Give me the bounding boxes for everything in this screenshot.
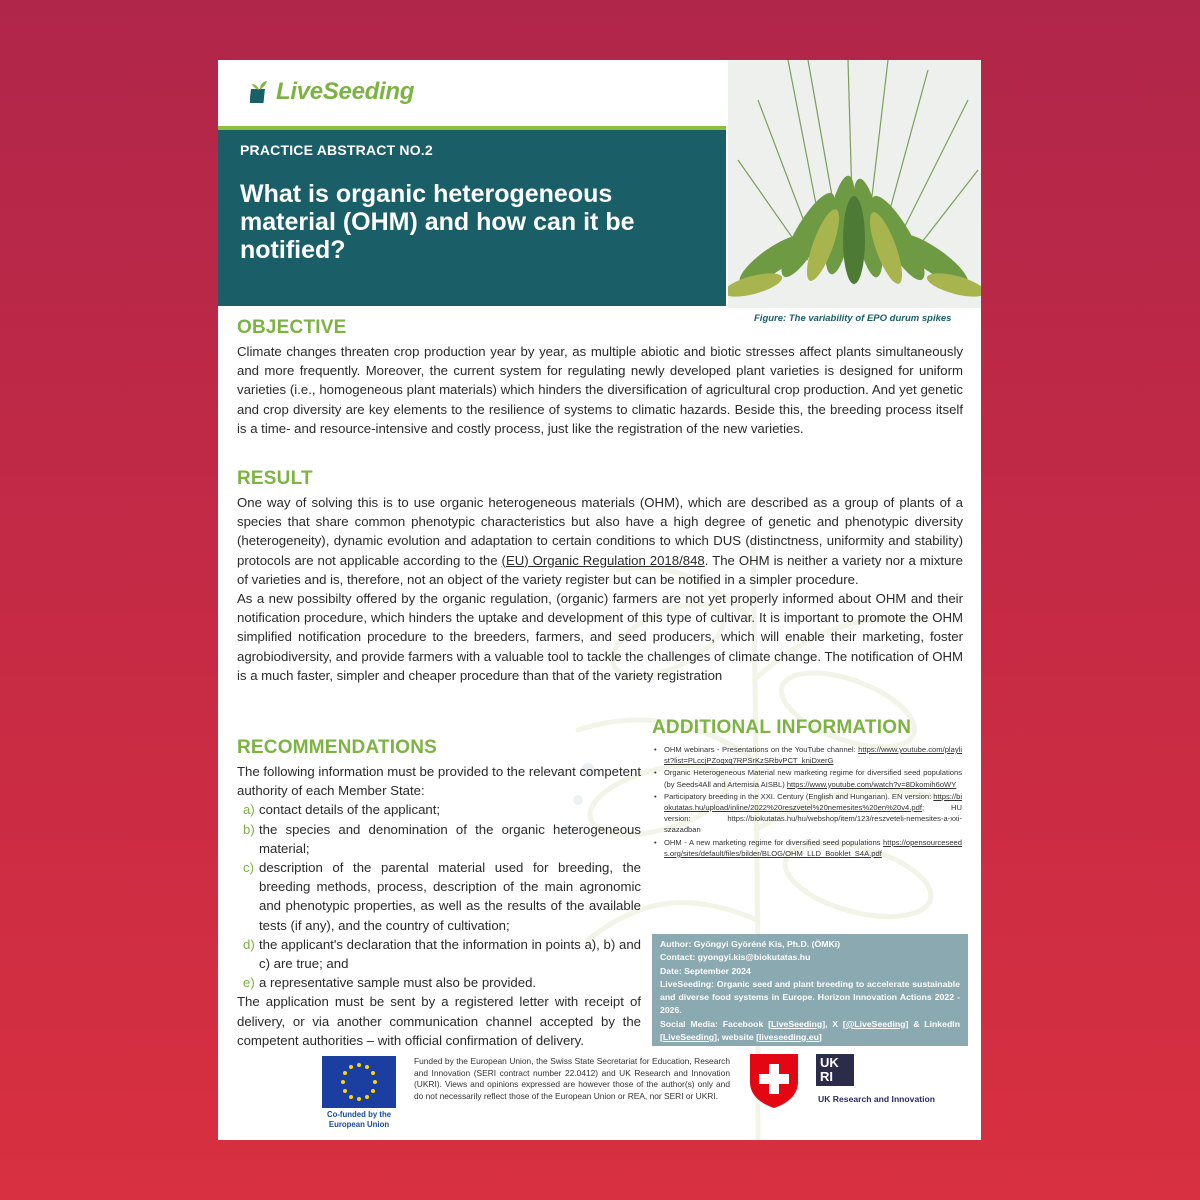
list-item — [652, 767, 962, 789]
date-line: Date: September 2024 — [660, 965, 751, 976]
youtube-playlist-link[interactable]: https://www.youtube.com/playlist?list=PLccjPZoqxq7RPSrKzSRbvPCT_kniDxerG — [664, 745, 962, 766]
additional-item-tail: ; HU version: https://biokutatas.hu/hu/webshop/item/123/reszveteli-nemesites-a-xxi-szazadban — [664, 803, 962, 835]
result-p1-text: One way of solving this is to use organic heterogeneous materials (OHM), which are described as a group of plants of a species that share common phenotypic characteristics but also have a high degree of genetic and phenotypic diversity (heterogeneity), dynamic evolution and adaptation to certain conditions to which DUS (distinctness, uniformity and stability) protocols are not applicable according to the — [237, 495, 963, 568]
funding-disclaimer: Funded by the European Union, the Swiss State Secretariat for Education, Research and Innovation (SERI contract number 22.0412) and UK Research and Innovation (UKRI). Views and opinions expressed are however those of the author(s) only and do not necessarily reflect those of the European Union or REA, nor SERI or UKRI. — [414, 1056, 730, 1101]
objective-heading: OBJECTIVE — [237, 317, 347, 338]
item-letter: c) — [243, 860, 254, 876]
list-item — [243, 820, 641, 858]
author-line: Author: Gyöngyi Györéné Kis, Ph.D. (ÖMKi) — [660, 939, 841, 949]
wheat-spikes-image — [728, 60, 981, 308]
opensourceseeds-link[interactable]: https://opensourceseeds.org/sites/default/files/bilder/BLOG/OHM_LLD_Booklet_S4A.pdf — [664, 837, 962, 858]
list-item — [652, 837, 962, 859]
biokutatas-pdf-link[interactable]: https://biokutatas.hu/upload/inline/2022%20reszvetel%20nemesites%20en%20v4.pdf — [664, 791, 962, 813]
result-paragraph-1 — [237, 493, 963, 589]
linkedin-link[interactable]: LiveSeeding — [662, 1032, 715, 1043]
ukri-logo-mark: UK RI — [816, 1054, 854, 1086]
website-link[interactable]: liveseeding.eu — [759, 1032, 819, 1043]
facebook-link[interactable]: LiveSeeding — [771, 1018, 823, 1029]
item-text: a representative sample must also be provided. — [259, 975, 537, 991]
result-p1-tail: . The OHM is neither a variety nor a mixture of varieties and is, therefore, not an object of the variety register but can be notified in a simpler procedure. — [237, 552, 964, 587]
recommendations-outro: The application must be sent by a registered letter with receipt of delivery, or via another communication channel accepted by the competent authorities – with official confirmation of delivery. — [237, 994, 641, 1048]
list-item — [243, 858, 641, 935]
ukri-label: UK Research and Innovation — [818, 1094, 935, 1104]
item-text: the applicant's declaration that the information in points a), b) and c) are true; and — [259, 936, 641, 972]
item-letter: d) — [243, 936, 255, 952]
practice-abstract-page — [218, 60, 981, 1140]
brand-name: LiveSeeding — [276, 78, 415, 105]
swiss-emblem-icon — [748, 1052, 800, 1110]
recommendations-heading: RECOMMENDATIONS — [237, 737, 438, 758]
contact-line: Contact: gyongyi.kis@biokutatas.hu — [660, 952, 811, 963]
recommendations-intro: The following information must be provided to the relevant competent authority of each Member State: — [237, 764, 641, 799]
additional-item-text: Organic Heterogeneous Material new marketing regime for diversified seed populations (by Seeds4All and Artemisia AISBL) — [664, 768, 962, 789]
additional-item-text: OHM webinars - Presentations on the YouTube channel: — [664, 745, 859, 754]
social-text: Social Media: Facebook [ — [660, 1018, 771, 1029]
recommendations-text — [237, 762, 641, 1050]
list-item — [652, 744, 962, 766]
eu-flag-icon — [322, 1056, 396, 1108]
practice-abstract-label: PRACTICE ABSTRACT NO.2 — [240, 142, 433, 158]
social-text: ], website [ — [714, 1032, 759, 1043]
social-media-line — [660, 1018, 960, 1045]
additional-item-text: OHM - A new marketing regime for diversified seed populations — [664, 837, 884, 847]
seedling-icon — [250, 79, 270, 105]
item-text: description of the parental material used for breeding, the breeding methods, process, description of the main agronomic and phenotypic properties, as well as the results of the available tests (if any), and the country of cultivation; — [259, 860, 641, 933]
recommendations-list — [243, 800, 641, 992]
item-text: contact details of the applicant; — [259, 802, 441, 818]
figure-caption: Figure: The variability of EPO durum spikes — [754, 313, 952, 324]
objective-paragraph: Climate changes threaten crop production year by year, as multiple abiotic and biotic stresses affect plants simultaneously and more frequently. Moreover, the current system for regulating newly developed plant varieties is designed for uniform varieties (i.e., homogeneous plant materials) which hinders the diversification of agricultural crop production. And yet genetic and crop diversity are key elements to the resilience of systems to climatic hazards. Beside this, the breeding process itself is a time- and resource-intensive and costly process, just like the registration of the new varieties. — [237, 344, 963, 436]
eu-regulation-link[interactable]: (EU) Organic Regulation 2018/848 — [501, 552, 705, 568]
liveseeding-logo — [250, 78, 414, 106]
item-letter: e) — [243, 975, 255, 991]
list-item — [652, 791, 962, 836]
social-text: ] — [818, 1032, 822, 1043]
project-line: LiveSeeding: Organic seed and plant breeding to accelerate sustainable and diverse food systems in Europe. Horizon Innovation Actions 2022 - 2026. — [660, 978, 960, 1016]
social-text: ] & LinkedIn [ — [660, 1018, 960, 1043]
youtube-video-link[interactable]: https://www.youtube.com/watch?v=8Dkomih6oWY — [786, 779, 957, 789]
item-letter: b) — [243, 821, 255, 837]
durum-spikes-photo — [728, 60, 981, 308]
page-title: What is organic heterogeneous material (OHM) and how can it be notified? — [240, 180, 635, 264]
eu-cofunded-label: Co-funded by the European Union — [326, 1110, 392, 1129]
x-link[interactable]: @LiveSeeding — [845, 1018, 906, 1029]
objective-text — [237, 342, 963, 438]
author-info-box — [652, 934, 968, 1046]
title-banner — [218, 126, 726, 306]
additional-info-list — [652, 744, 962, 860]
additional-info-heading: ADDITIONAL INFORMATION — [652, 717, 912, 738]
additional-item-text: Participatory breeding in the XXI. Century (English and Hungarian). EN version: — [664, 791, 934, 801]
social-text: ], X [ — [822, 1018, 846, 1029]
result-text — [237, 493, 963, 685]
list-item — [243, 935, 641, 973]
result-paragraph-2: As a new possibilty offered by the organic regulation, (organic) farmers are not yet properly informed about OHM and their notification procedure, which hinders the uptake and development of this type of cultivar. It is important to promote the OHM simplified notification procedure to the breeders, farmers, and seed producers, which will enable their marketing, foster agrobiodiversity, and provide farmers with a valuable tool to tackle the challenges of climate change. The notification of OHM is a much faster, simpler and cheaper procedure than that of the variety registration — [237, 591, 963, 683]
item-letter: a) — [243, 802, 255, 818]
item-text: the species and denomination of the organic heterogeneous material; — [259, 821, 641, 856]
list-item — [243, 800, 641, 819]
list-item — [243, 973, 641, 992]
result-heading: RESULT — [237, 468, 313, 489]
